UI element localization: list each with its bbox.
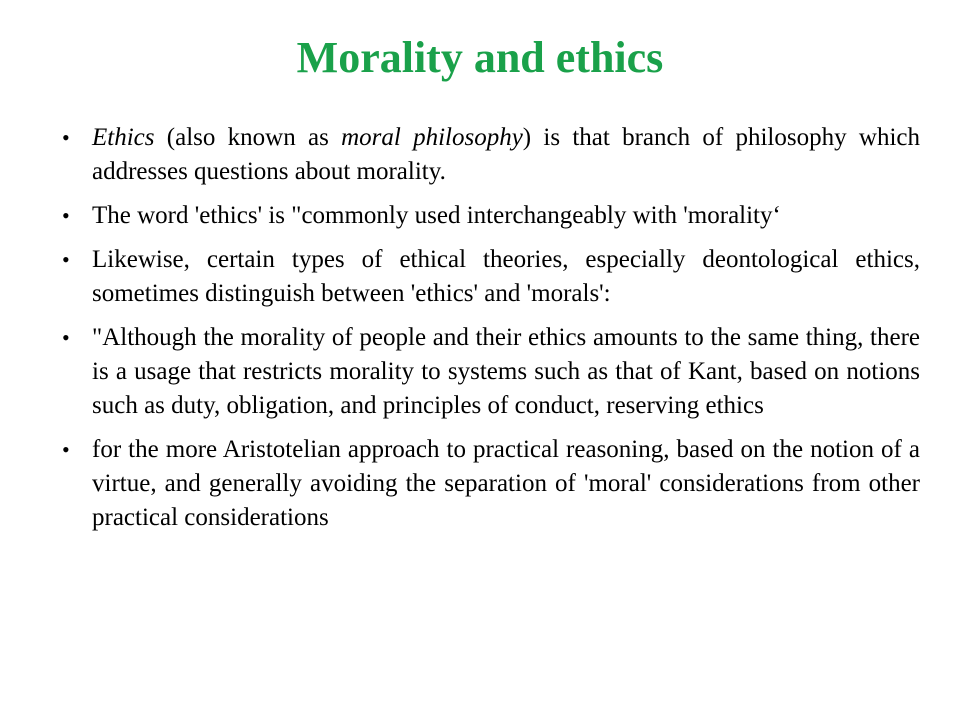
bullet-text-segment: moral philosophy	[341, 124, 523, 151]
bullet-text: Likewise, certain types of ethical theories, especially deontological ethics, sometimes distinguish between 'ethics' and 'morals':	[92, 246, 920, 307]
bullet-item	[62, 121, 920, 189]
slide-title: Morality and ethics	[296, 33, 664, 82]
bullet-list	[62, 121, 920, 545]
bullet-dot-icon: •	[62, 203, 70, 228]
bullet-text	[92, 124, 920, 185]
bullet-item	[62, 433, 920, 535]
bullet-item	[62, 199, 920, 233]
bullet-text: for the more Aristotelian approach to practical reasoning, based on the notion of a virtue, and generally avoiding the separation of 'moral' considerations from other practical considerations	[92, 436, 920, 531]
bullet-dot-icon: •	[62, 125, 70, 150]
bullet-item	[62, 243, 920, 311]
bullet-text: The word 'ethics' is "commonly used interchangeably with 'morality‘	[92, 202, 781, 229]
bullet-text-segment: (also known as	[154, 124, 342, 151]
bullet-text: "Although the morality of people and their ethics amounts to the same thing, there is a usage that restricts morality to systems such as that of Kant, based on notions such as duty, obligation, and principles of conduct, reserving ethics	[92, 324, 920, 419]
bullet-text-segment: ) is that branch of philosophy which addresses questions about morality.	[92, 124, 920, 185]
bullet-item	[62, 321, 920, 423]
bullet-dot-icon: •	[62, 437, 70, 462]
bullet-text-segment: Ethics	[92, 124, 155, 151]
bullet-dot-icon: •	[62, 247, 70, 272]
bullet-dot-icon: •	[62, 325, 70, 350]
